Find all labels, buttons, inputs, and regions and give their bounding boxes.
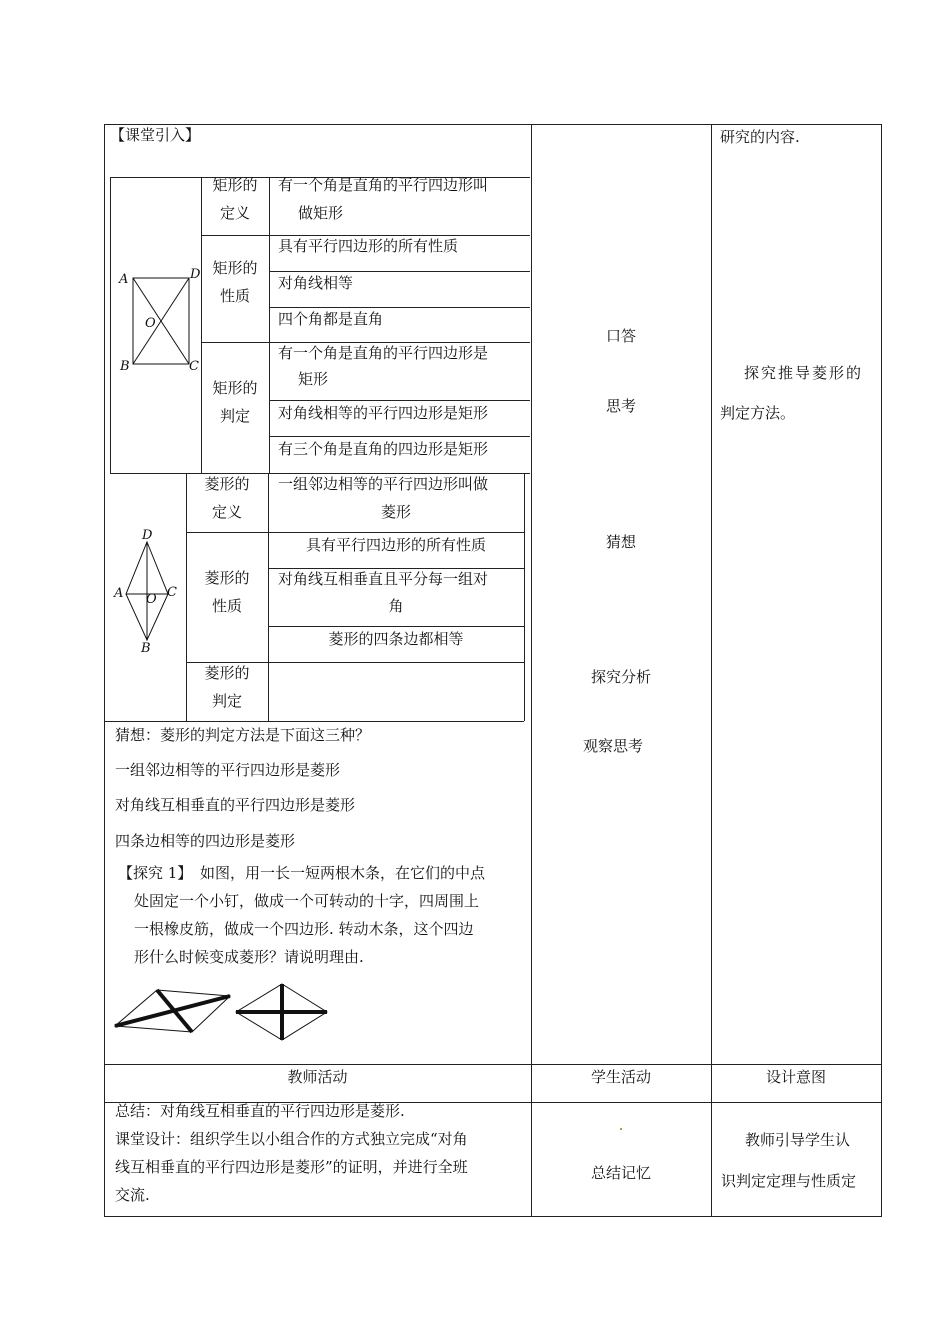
explore-line-3: 一根橡皮筋，做成一个四边形. 转动木条，这个四边 xyxy=(134,920,474,938)
explore-figure xyxy=(110,978,335,1046)
summary-line-1: 总结：对角线互相垂直的平行四边形是菱形. xyxy=(115,1102,405,1120)
label-c: C xyxy=(167,585,177,600)
rect-judge-1b: 矩形 xyxy=(298,370,329,388)
rect-judge-2: 对角线相等的平行四边形是矩形 xyxy=(278,404,489,422)
guess-item-3: 四条边相等的四边形是菱形 xyxy=(115,832,296,850)
student-item-2: 思考 xyxy=(605,397,636,415)
rhombus-prop-label-1: 菱形的 xyxy=(204,569,250,587)
rhombus-def-label-2: 定义 xyxy=(211,503,242,521)
summary-design-2: 识判定定理与性质定 xyxy=(721,1172,857,1190)
rectangle-figure xyxy=(115,262,201,374)
rhombus-def-label-1: 菱形的 xyxy=(204,475,250,493)
rhombus-judge-label-1: 菱形的 xyxy=(204,664,250,682)
rhombus-judge-label-2: 判定 xyxy=(211,692,242,710)
label-a: A xyxy=(114,586,124,601)
explore-line-2: 处固定一个小钉，做成一个可转动的十字，四周围上 xyxy=(134,892,480,910)
rect-def-text-2: 做矩形 xyxy=(298,204,344,222)
label-d: D xyxy=(190,267,201,282)
rhombus-def-text-2: 菱形 xyxy=(380,503,411,521)
label-a: A xyxy=(119,272,129,287)
header-design: 设计意图 xyxy=(765,1068,826,1086)
column-divider-2 xyxy=(711,124,712,1216)
student-item-5: 观察思考 xyxy=(582,737,643,755)
summary-design-1: 教师引导学生认 xyxy=(745,1131,851,1149)
guess-lead: 猜想：菱形的判定方法是下面这三种？ xyxy=(115,726,371,744)
rect-def-label-2: 定义 xyxy=(219,204,250,222)
table-right-border xyxy=(881,124,882,1216)
summary-student: 总结记忆 xyxy=(590,1164,651,1182)
rect-judge-label-2: 判定 xyxy=(219,407,250,425)
summary-line-2: 课堂设计：组织学生以小组合作的方式独立完成“对角 xyxy=(115,1130,468,1148)
label-o: O xyxy=(146,592,157,607)
header-student: 学生活动 xyxy=(590,1068,651,1086)
intro-heading: 【课堂引入】 xyxy=(110,126,201,144)
rhombus-def-text-1: 一组邻边相等的平行四边形叫做 xyxy=(278,475,489,493)
guess-item-2: 对角线互相垂直的平行四边形是菱形 xyxy=(115,796,356,814)
rect-def-text-1: 有一个角是直角的平行四边形叫 xyxy=(278,176,489,194)
student-item-3: 猜想 xyxy=(605,533,636,551)
label-d: D xyxy=(142,528,153,543)
rect-judge-3: 有三个角是直角的四边形是矩形 xyxy=(278,440,489,458)
decorative-dot xyxy=(620,1128,622,1130)
label-b: B xyxy=(141,641,151,656)
rect-prop-3: 四个角都是直角 xyxy=(278,310,384,328)
header-teacher: 教师活动 xyxy=(287,1068,348,1086)
rect-prop-label-2: 性质 xyxy=(219,287,250,305)
student-item-1: 口答 xyxy=(605,327,636,345)
label-o: O xyxy=(145,316,156,331)
explore-line-1: 如图，用一长一短两根木条，在它们的中点 xyxy=(200,864,486,882)
rect-def-label-1: 矩形的 xyxy=(212,176,258,194)
summary-line-3: 线互相垂直的平行四边形是菱形”的证明，并进行全班 xyxy=(115,1158,468,1176)
rhombus-prop-2b: 角 xyxy=(388,597,404,615)
rect-judge-1a: 有一个角是直角的平行四边形是 xyxy=(278,344,489,362)
summary-line-4: 交流. xyxy=(115,1186,150,1204)
label-c: C xyxy=(189,359,199,374)
rect-prop-2: 对角线相等 xyxy=(278,274,354,292)
rect-prop-1: 具有平行四边形的所有性质 xyxy=(278,237,459,255)
student-item-4: 探究分析 xyxy=(590,668,651,686)
rhombus-prop-1: 具有平行四边形的所有性质 xyxy=(305,536,486,554)
table-bottom-border xyxy=(104,1216,882,1217)
guess-item-1: 一组邻边相等的平行四边形是菱形 xyxy=(115,761,341,779)
explore-line-4: 形什么时候变成菱形？请说明理由. xyxy=(134,948,364,966)
rhombus-prop-3: 菱形的四条边都相等 xyxy=(328,630,464,648)
rect-judge-label-1: 矩形的 xyxy=(212,379,258,397)
table-left-border xyxy=(104,124,105,1216)
rhombus-prop-label-2: 性质 xyxy=(211,597,242,615)
design-para-1: 探究推导菱形的 xyxy=(744,364,864,382)
rhombus-figure xyxy=(112,526,186,656)
rect-prop-label-1: 矩形的 xyxy=(212,259,258,277)
label-b: B xyxy=(120,359,130,374)
explore-label: 【探究 1】 xyxy=(118,864,193,882)
design-para-2: 判定方法。 xyxy=(720,404,796,422)
rhombus-prop-2a: 对角线互相垂直且平分每一组对 xyxy=(278,570,489,588)
design-top: 研究的内容. xyxy=(720,128,800,146)
